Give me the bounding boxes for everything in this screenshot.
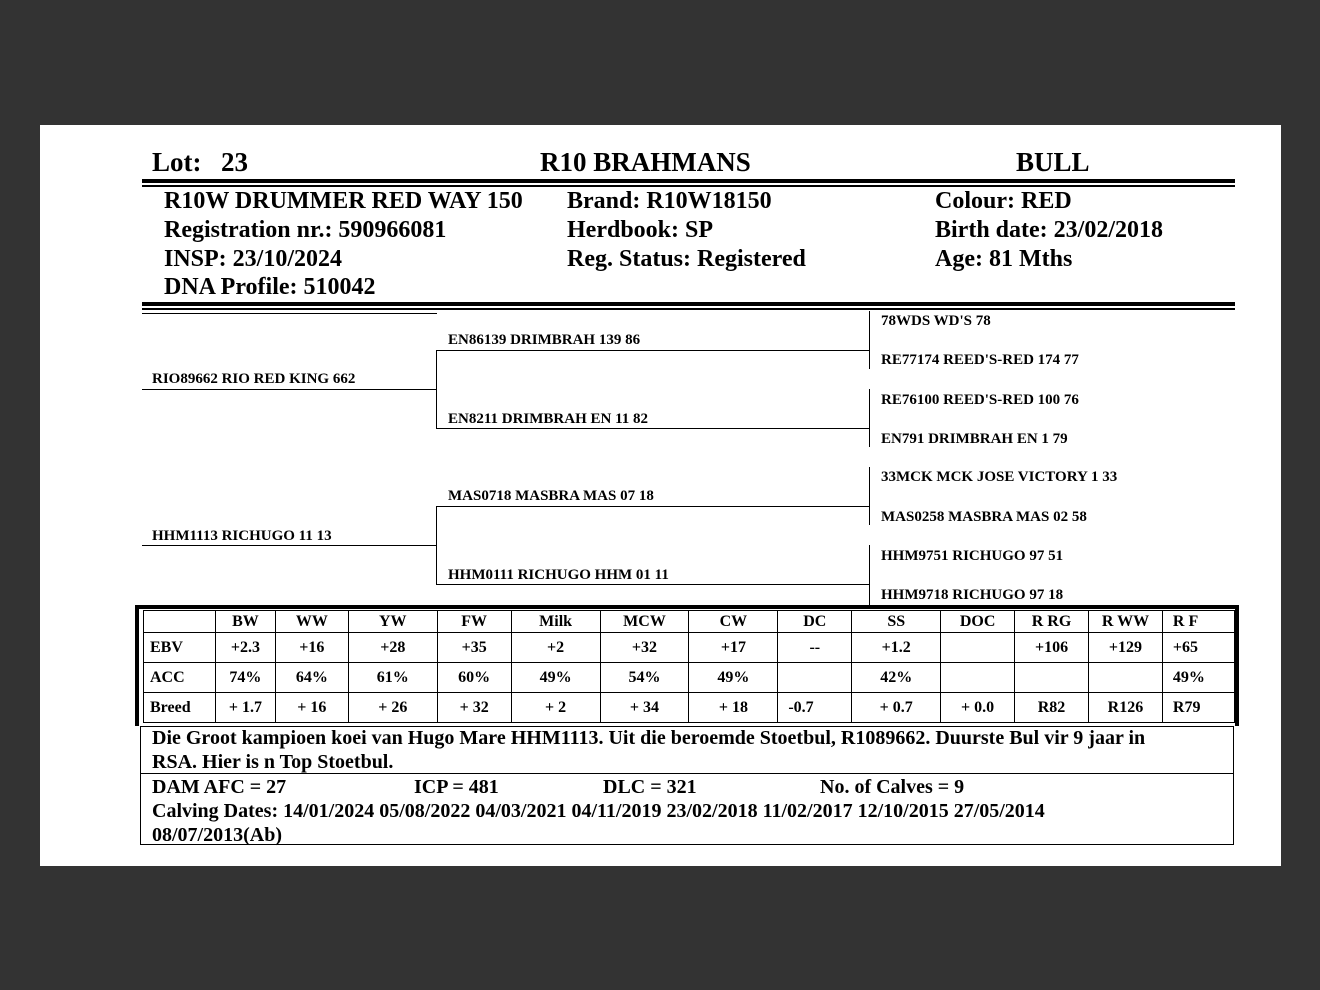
table-cell: + 26 (348, 693, 437, 723)
table-cell (1089, 663, 1163, 693)
table-header-row (144, 611, 1235, 633)
colour: Colour: RED (935, 188, 1072, 214)
column-header: Milk (511, 611, 600, 633)
calving-dates: Calving Dates: 14/01/2024 05/08/2022 04/03/2021 04/11/2019 23/02/2018 11/02/2017 12/10/2015 27/05/2014 (152, 800, 1045, 822)
row-label: ACC (144, 663, 216, 693)
table-cell: + 34 (600, 693, 689, 723)
ebv-table (143, 610, 1235, 723)
column-header: WW (275, 611, 348, 633)
pedigree-sire: RIO89662 RIO RED KING 662 (152, 371, 356, 387)
table-cell: +129 (1089, 633, 1163, 663)
table-cell: 54% (600, 663, 689, 693)
column-header (144, 611, 216, 633)
column-header: BW (215, 611, 275, 633)
dam-calves: No. of Calves = 9 (820, 776, 965, 798)
pedigree-gg-2: RE77174 REED'S-RED 174 77 (881, 352, 1079, 368)
table-cell: + 16 (275, 693, 348, 723)
table-cell: + 18 (689, 693, 778, 723)
table-cell: -0.7 (778, 693, 852, 723)
table-cell (778, 663, 852, 693)
table-cell: +17 (689, 633, 778, 663)
table-cell: +35 (437, 633, 511, 663)
pedigree-sire-dam: EN8211 DRIMBRAH EN 11 82 (448, 411, 649, 427)
table-row-ebv (144, 633, 1235, 663)
table-cell: 49% (511, 663, 600, 693)
pedigree-dam-dam: HHM0111 RICHUGO HHM 01 11 (448, 567, 669, 583)
table-cell: +32 (600, 633, 689, 663)
table-cell: 49% (689, 663, 778, 693)
table-cell: +28 (348, 633, 437, 663)
animal-sex: BULL (1016, 147, 1090, 177)
insp-date: INSP: 23/10/2024 (164, 246, 343, 272)
table-cell (941, 633, 1015, 663)
column-header: DC (778, 611, 852, 633)
dna-profile: DNA Profile: 510042 (164, 274, 376, 300)
column-header: SS (852, 611, 941, 633)
lot-number: 23 (221, 147, 248, 177)
column-header: CW (689, 611, 778, 633)
table-cell: +16 (275, 633, 348, 663)
table-cell: 60% (437, 663, 511, 693)
table-cell: 64% (275, 663, 348, 693)
birth-date: Birth date: 23/02/2018 (935, 217, 1163, 243)
lot-card (40, 125, 1281, 866)
table-cell: R126 (1089, 693, 1163, 723)
pedigree-dam: HHM1113 RICHUGO 11 13 (152, 528, 332, 544)
pedigree-gg-3: RE76100 REED'S-RED 100 76 (881, 392, 1079, 408)
remarks-line-1: Die Groot kampioen koei van Hugo Mare HHM1113. Uit die beroemde Stoetbul, R1089662. Duurste Bul vir 9 jaar in (152, 727, 1146, 749)
pedigree-gg-5: 33MCK MCK JOSE VICTORY 1 33 (881, 469, 1118, 485)
calving-dates-cont: 08/07/2013(Ab) (152, 824, 282, 846)
table-cell: +1.2 (852, 633, 941, 663)
pedigree-gg-1: 78WDS WD'S 78 (881, 313, 991, 329)
table-cell: 49% (1162, 663, 1234, 693)
pedigree-gg-6: MAS0258 MASBRA MAS 02 58 (881, 509, 1087, 525)
table-cell: +2 (511, 633, 600, 663)
dam-icp: ICP = 481 (414, 776, 499, 798)
table-cell: + 0.7 (852, 693, 941, 723)
table-cell: -- (778, 633, 852, 663)
stats-frame-top (135, 605, 1239, 609)
pedigree-sire-sire: EN86139 DRIMBRAH 139 86 (448, 332, 641, 348)
brand: Brand: R10W18150 (567, 188, 772, 214)
table-cell: + 1.7 (215, 693, 275, 723)
column-header: DOC (941, 611, 1015, 633)
info-rule-thin (142, 308, 1235, 310)
pedigree-gg-8: HHM9718 RICHUGO 97 18 (881, 587, 1064, 603)
stats-frame-right (1235, 605, 1239, 726)
herdbook: Herdbook: SP (567, 217, 714, 243)
table-cell: 61% (348, 663, 437, 693)
pedigree-dam-sire: MAS0718 MASBRA MAS 07 18 (448, 488, 654, 504)
column-header: YW (348, 611, 437, 633)
header-rule-thin (142, 185, 1235, 187)
table-row-breed (144, 693, 1235, 723)
table-cell (1015, 663, 1089, 693)
column-header: R RG (1015, 611, 1089, 633)
table-cell (941, 663, 1015, 693)
registration-number: Registration nr.: 590966081 (164, 217, 447, 243)
animal-name: R10W DRUMMER RED WAY 150 (164, 188, 523, 214)
registration-status: Reg. Status: Registered (567, 246, 806, 272)
column-header: R WW (1089, 611, 1163, 633)
dam-dlc: DLC = 321 (603, 776, 697, 798)
remarks-line-2: RSA. Hier is n Top Stoetbul. (152, 751, 394, 773)
table-cell: R82 (1015, 693, 1089, 723)
table-cell: + 0.0 (941, 693, 1015, 723)
stats-frame-left (135, 605, 139, 726)
table-cell: +65 (1162, 633, 1234, 663)
info-rule-thick (142, 302, 1235, 306)
dam-afc: DAM AFC = 27 (152, 776, 287, 798)
table-cell: 74% (215, 663, 275, 693)
column-header: MCW (600, 611, 689, 633)
table-cell: +2.3 (215, 633, 275, 663)
row-label: Breed (144, 693, 216, 723)
table-row-acc (144, 663, 1235, 693)
row-label: EBV (144, 633, 216, 663)
table-cell: +106 (1015, 633, 1089, 663)
age: Age: 81 Mths (935, 246, 1073, 272)
pedigree-gg-7: HHM9751 RICHUGO 97 51 (881, 548, 1064, 564)
table-cell: + 2 (511, 693, 600, 723)
header-rule-thick (142, 179, 1235, 183)
breeder-name: R10 BRAHMANS (540, 147, 751, 177)
pedigree-gg-4: EN791 DRIMBRAH EN 1 79 (881, 431, 1068, 447)
table-cell: R79 (1162, 693, 1234, 723)
lot-label: Lot: (152, 147, 202, 177)
column-header: R F (1162, 611, 1234, 633)
column-header: FW (437, 611, 511, 633)
table-cell: + 32 (437, 693, 511, 723)
table-cell: 42% (852, 663, 941, 693)
